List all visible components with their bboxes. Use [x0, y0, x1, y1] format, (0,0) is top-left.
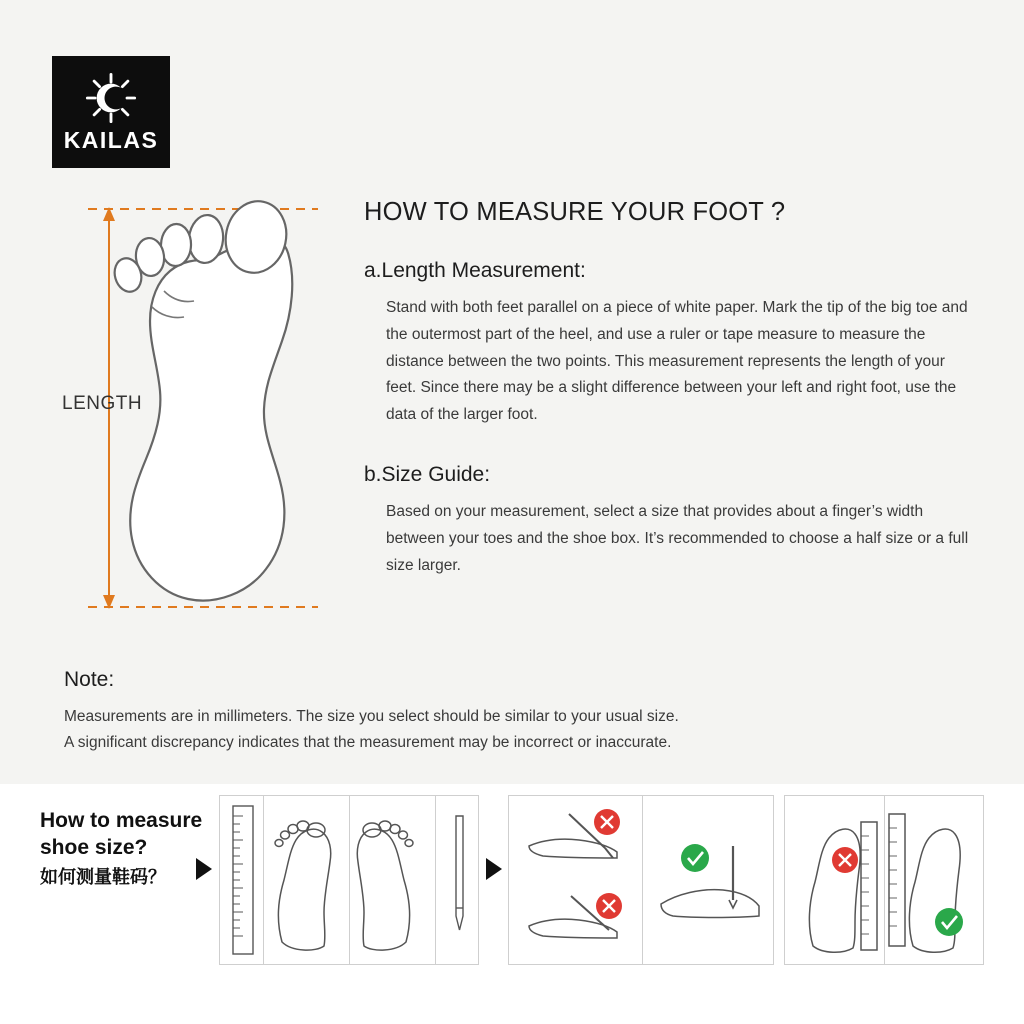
cross-mark-icon — [596, 893, 622, 919]
right-arrow-icon — [486, 858, 502, 880]
note-line-1: Measurements are in millimeters. The size you select should be similar to your usual size. — [64, 708, 679, 725]
right-foot-trace-icon — [357, 821, 413, 950]
note-line-2: A significant discrepancy indicates that the measurement may be incorrect or inaccurate. — [64, 734, 672, 752]
sun-compass-icon — [84, 71, 138, 125]
length-label: LENGTH — [62, 393, 143, 414]
page-title: HOW TO MEASURE YOUR FOOT ? — [364, 198, 786, 226]
section-a-title: a.Length Measurement: — [364, 259, 586, 282]
pen-icon — [456, 816, 463, 930]
correct-pen-vertical-icon — [661, 846, 759, 918]
section-b-title: b.Size Guide: — [364, 463, 491, 487]
section-b-body: Based on your measurement, select a size that provides about a finger’s width between your toes and the shoe box. It’s recommended to choose a half size or a full size larger. — [386, 503, 969, 574]
left-foot-trace-icon — [275, 821, 331, 950]
ruler-icon — [233, 806, 253, 954]
check-mark-icon — [935, 908, 963, 936]
brand-logo — [52, 56, 170, 168]
note-title: Note: — [64, 668, 115, 691]
cross-mark-icon — [832, 847, 858, 873]
bottom-title — [40, 808, 205, 889]
check-mark-icon — [681, 844, 709, 872]
note-block — [64, 668, 964, 756]
step-2-illustration — [509, 796, 773, 964]
step-1-trace-feet — [219, 795, 479, 965]
step-2-pen-angle — [508, 795, 774, 965]
bottom-title-en: How to measure shoe size? — [40, 809, 203, 859]
cross-mark-icon — [594, 809, 620, 835]
wrong-ruler-icon — [809, 822, 877, 952]
section-a-body: Stand with both feet parallel on a piece of white paper. Mark the tip of the big toe and the outermost part of the heel, and use a ruler or tape measure to measure the distance between the two points. This measurement represents the length of your feet. Since there may be a slight difference between your left and right foot, use the data of the larger foot. — [386, 299, 968, 424]
bottom-title-cn: 如何测量鞋码？ — [40, 866, 166, 887]
right-arrow-icon — [196, 858, 212, 880]
brand-name: KAILAS — [63, 126, 159, 153]
step-3-ruler-alignment — [784, 795, 984, 965]
instructions-column — [364, 198, 976, 580]
